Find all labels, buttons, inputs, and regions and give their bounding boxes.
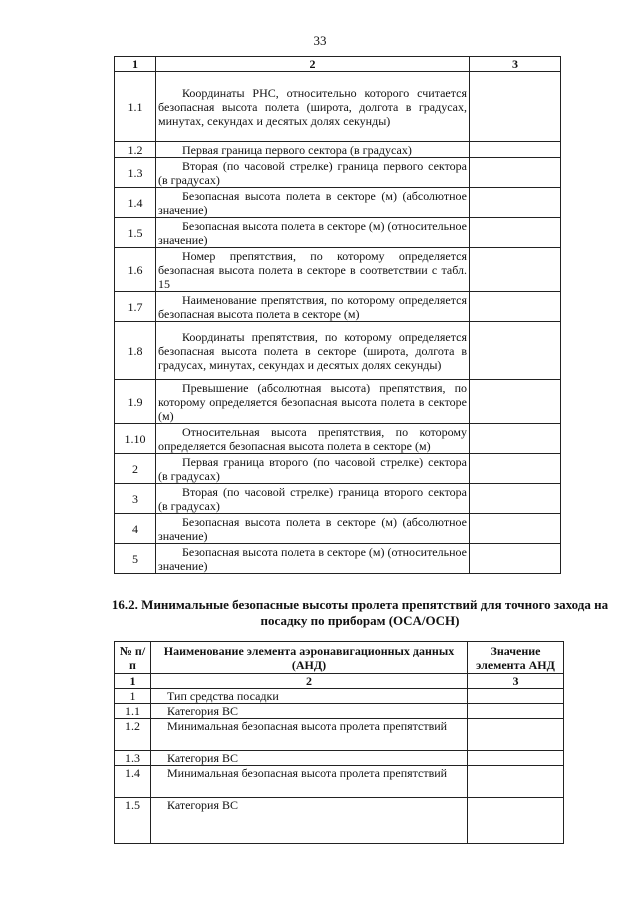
row-number: 1 bbox=[115, 689, 151, 704]
table-row bbox=[115, 158, 561, 188]
table-row bbox=[115, 188, 561, 218]
row-value bbox=[468, 719, 564, 751]
column-number-1: 1 bbox=[115, 57, 156, 72]
row-description: Вторая (по часовой стрелке) граница первого сектора (в градусах) bbox=[156, 158, 470, 188]
row-value bbox=[468, 766, 564, 798]
row-value bbox=[470, 72, 561, 142]
row-description: Безопасная высота полета в секторе (м) (относительное значение) bbox=[156, 218, 470, 248]
row-description: Первая граница первого сектора (в градусах) bbox=[156, 142, 470, 158]
column-number-2: 2 bbox=[156, 57, 470, 72]
row-value bbox=[468, 704, 564, 719]
row-value bbox=[470, 248, 561, 292]
row-number: 1.8 bbox=[115, 322, 156, 380]
row-description: Категория ВС bbox=[151, 798, 468, 844]
table-row bbox=[115, 704, 564, 719]
row-number: 1.1 bbox=[115, 72, 156, 142]
sector-heights-table bbox=[114, 56, 561, 574]
column-header-number: № п/п bbox=[115, 642, 151, 674]
table-row bbox=[115, 751, 564, 766]
table-row bbox=[115, 380, 561, 424]
row-number: 1.10 bbox=[115, 424, 156, 454]
row-description: Минимальная безопасная высота пролета препятствий bbox=[151, 719, 468, 751]
row-value bbox=[470, 484, 561, 514]
row-number: 5 bbox=[115, 544, 156, 574]
column-number-1: 1 bbox=[115, 674, 151, 689]
row-value bbox=[470, 424, 561, 454]
row-description: Первая граница второго (по часовой стрелке) сектора (в градусах) bbox=[156, 454, 470, 484]
section-title: 16.2. Минимальные безопасные высоты пролета препятствий для точного захода на посадку по приборам (OCA/OCH) bbox=[111, 597, 609, 628]
row-number: 1.1 bbox=[115, 704, 151, 719]
row-description: Координаты препятствия, по которому определяется безопасная высота полета в секторе (широта, долгота в градусах, минутах, секундах и десятых долях секунды) bbox=[156, 322, 470, 380]
row-value bbox=[468, 751, 564, 766]
row-number: 1.2 bbox=[115, 142, 156, 158]
table-row bbox=[115, 218, 561, 248]
row-number: 3 bbox=[115, 484, 156, 514]
column-number-3: 3 bbox=[468, 674, 564, 689]
row-description: Тип средства посадки bbox=[151, 689, 468, 704]
row-value bbox=[470, 188, 561, 218]
table-row bbox=[115, 424, 561, 454]
row-number: 4 bbox=[115, 514, 156, 544]
row-number: 1.9 bbox=[115, 380, 156, 424]
row-number: 1.4 bbox=[115, 188, 156, 218]
column-header-name: Наименование элемента аэронавигационных данных (АНД) bbox=[151, 642, 468, 674]
table-header-row bbox=[115, 642, 564, 674]
row-value bbox=[470, 322, 561, 380]
table-row bbox=[115, 72, 561, 142]
row-number: 1.3 bbox=[115, 158, 156, 188]
row-number: 1.6 bbox=[115, 248, 156, 292]
column-numbers-row bbox=[115, 674, 564, 689]
row-number: 1.7 bbox=[115, 292, 156, 322]
row-number: 1.2 bbox=[115, 719, 151, 751]
row-value bbox=[470, 142, 561, 158]
row-value bbox=[470, 544, 561, 574]
row-value bbox=[470, 514, 561, 544]
row-value bbox=[468, 689, 564, 704]
table-row bbox=[115, 454, 561, 484]
table-row bbox=[115, 514, 561, 544]
table-row bbox=[115, 766, 564, 798]
row-description: Относительная высота препятствия, по которому определяется безопасная высота полета в секторе (м) bbox=[156, 424, 470, 454]
row-description: Категория ВС bbox=[151, 751, 468, 766]
column-number-2: 2 bbox=[151, 674, 468, 689]
row-description: Номер препятствия, по которому определяется безопасная высота полета в секторе в соответствии с табл. 15 bbox=[156, 248, 470, 292]
column-header-value: Значение элемента АНД bbox=[468, 642, 564, 674]
table-row bbox=[115, 322, 561, 380]
row-value bbox=[470, 292, 561, 322]
row-description: Минимальная безопасная высота пролета препятствий bbox=[151, 766, 468, 798]
row-description: Безопасная высота полета в секторе (м) (относительное значение) bbox=[156, 544, 470, 574]
table-row bbox=[115, 544, 561, 574]
table-row bbox=[115, 798, 564, 844]
row-value bbox=[470, 158, 561, 188]
row-value bbox=[470, 454, 561, 484]
table-header-row bbox=[115, 57, 561, 72]
page-number: 33 bbox=[313, 33, 327, 48]
table-row bbox=[115, 142, 561, 158]
oca-och-table bbox=[114, 641, 564, 844]
table-row bbox=[115, 248, 561, 292]
row-value bbox=[470, 218, 561, 248]
row-description: Наименование препятствия, по которому определяется безопасная высота полета в секторе (м) bbox=[156, 292, 470, 322]
table-row bbox=[115, 484, 561, 514]
row-description: Категория ВС bbox=[151, 704, 468, 719]
row-description: Превышение (абсолютная высота) препятствия, по которому определяется безопасная высота полета в секторе (м) bbox=[156, 380, 470, 424]
row-number: 1.4 bbox=[115, 766, 151, 798]
row-number: 2 bbox=[115, 454, 156, 484]
row-number: 1.5 bbox=[115, 218, 156, 248]
row-description: Вторая (по часовой стрелке) граница второго сектора (в градусах) bbox=[156, 484, 470, 514]
row-description: Безопасная высота полета в секторе (м) (абсолютное значение) bbox=[156, 188, 470, 218]
row-value bbox=[470, 380, 561, 424]
row-description: Координаты РНС, относительно которого считается безопасная высота полета (широта, долгота в градусах, минутах, секундах и десятых долях секунды) bbox=[156, 72, 470, 142]
row-description: Безопасная высота полета в секторе (м) (абсолютное значение) bbox=[156, 514, 470, 544]
table-row bbox=[115, 689, 564, 704]
row-number: 1.5 bbox=[115, 798, 151, 844]
table-row bbox=[115, 719, 564, 751]
row-number: 1.3 bbox=[115, 751, 151, 766]
table-row bbox=[115, 292, 561, 322]
row-value bbox=[468, 798, 564, 844]
column-number-3: 3 bbox=[470, 57, 561, 72]
